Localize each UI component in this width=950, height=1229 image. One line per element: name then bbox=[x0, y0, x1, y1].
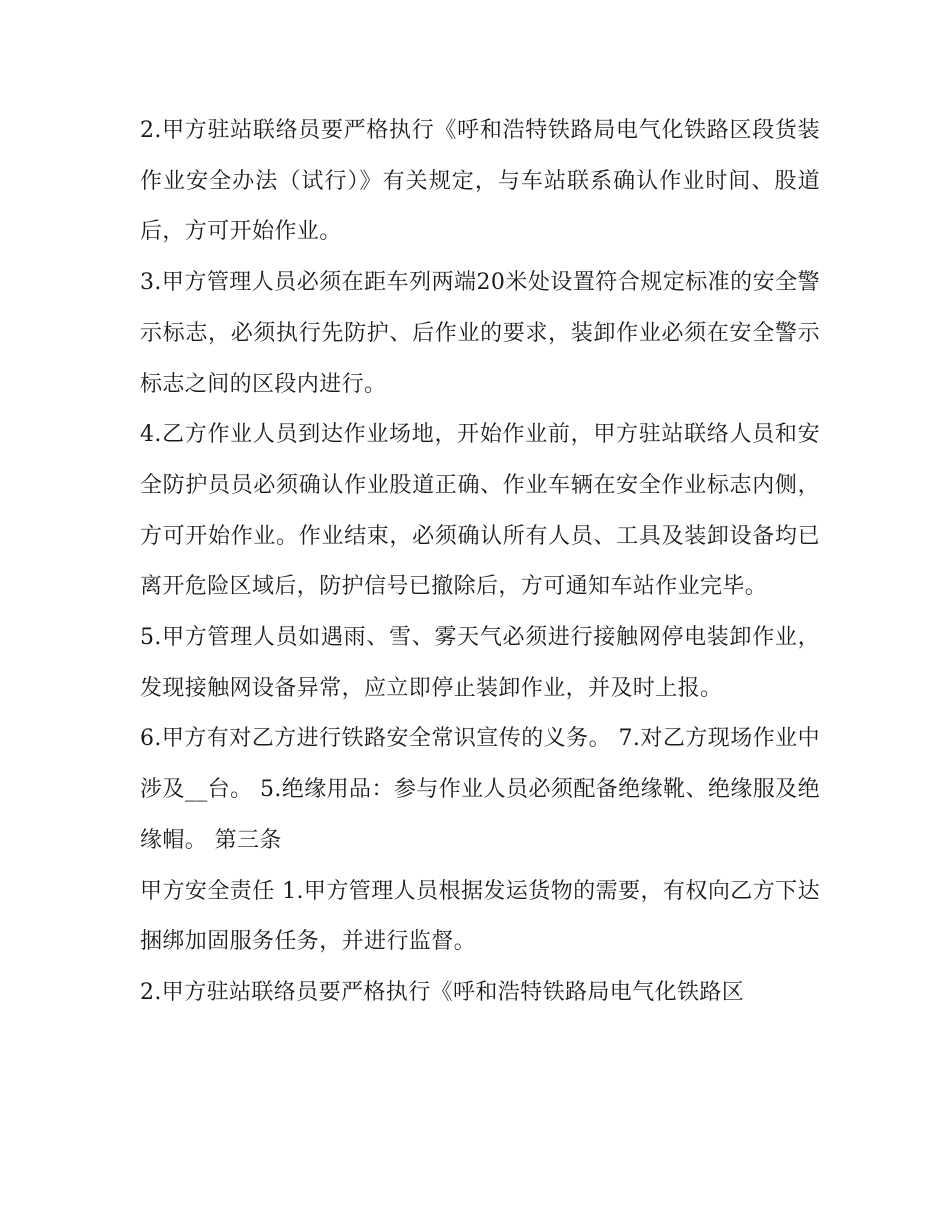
paragraph-section-3-intro: 甲方安全责任 1.甲方管理人员根据发运货物的需要，有权向乙方下达捆绑加固服务任务，并进行监督。 bbox=[140, 878, 820, 955]
paragraph-item-2: 2.甲方驻站联络员要严格执行《呼和浩特铁路局电气化铁路区段货装作业安全办法（试行）》有关规定，与车站联系确认作业时间、股道后，方可开始作业。 bbox=[140, 118, 820, 245]
paragraph-item-4: 4.乙方作业人员到达作业场地，开始作业前，甲方驻站联络人员和安全防护员员必须确认作业股道正确、作业车辆在安全作业标志内侧，方可开始作业。作业结束，必须确认所有人员、工具及装卸设备均已离开危险区域后，防护信号已撤除后，方可通知车站作业完毕。 bbox=[140, 422, 820, 600]
paragraph-item-5: 5.甲方管理人员如遇雨、雪、雾天气必须进行接触网停电装卸作业，发现接触网设备异常，应立即停止装卸作业，并及时上报。 bbox=[140, 625, 820, 701]
paragraph-item-2-repeat: 2.甲方驻站联络员要严格执行《呼和浩特铁路局电气化铁路区 bbox=[140, 979, 745, 1005]
paragraph-item-3: 3.甲方管理人员必须在距车列两端20米处设置符合规定标准的安全警示标志，必须执行先防护、后作业的要求，装卸作业必须在安全警示标志之间的区段内进行。 bbox=[140, 270, 820, 397]
document-body bbox=[140, 106, 820, 1019]
paragraph-item-6: 6.甲方有对乙方进行铁路安全常识宣传的义务。 7.对乙方现场作业中涉及__台。 5.绝缘用品：参与作业人员必须配备绝缘靴、绝缘服及绝缘帽。 第三条 bbox=[140, 726, 820, 853]
